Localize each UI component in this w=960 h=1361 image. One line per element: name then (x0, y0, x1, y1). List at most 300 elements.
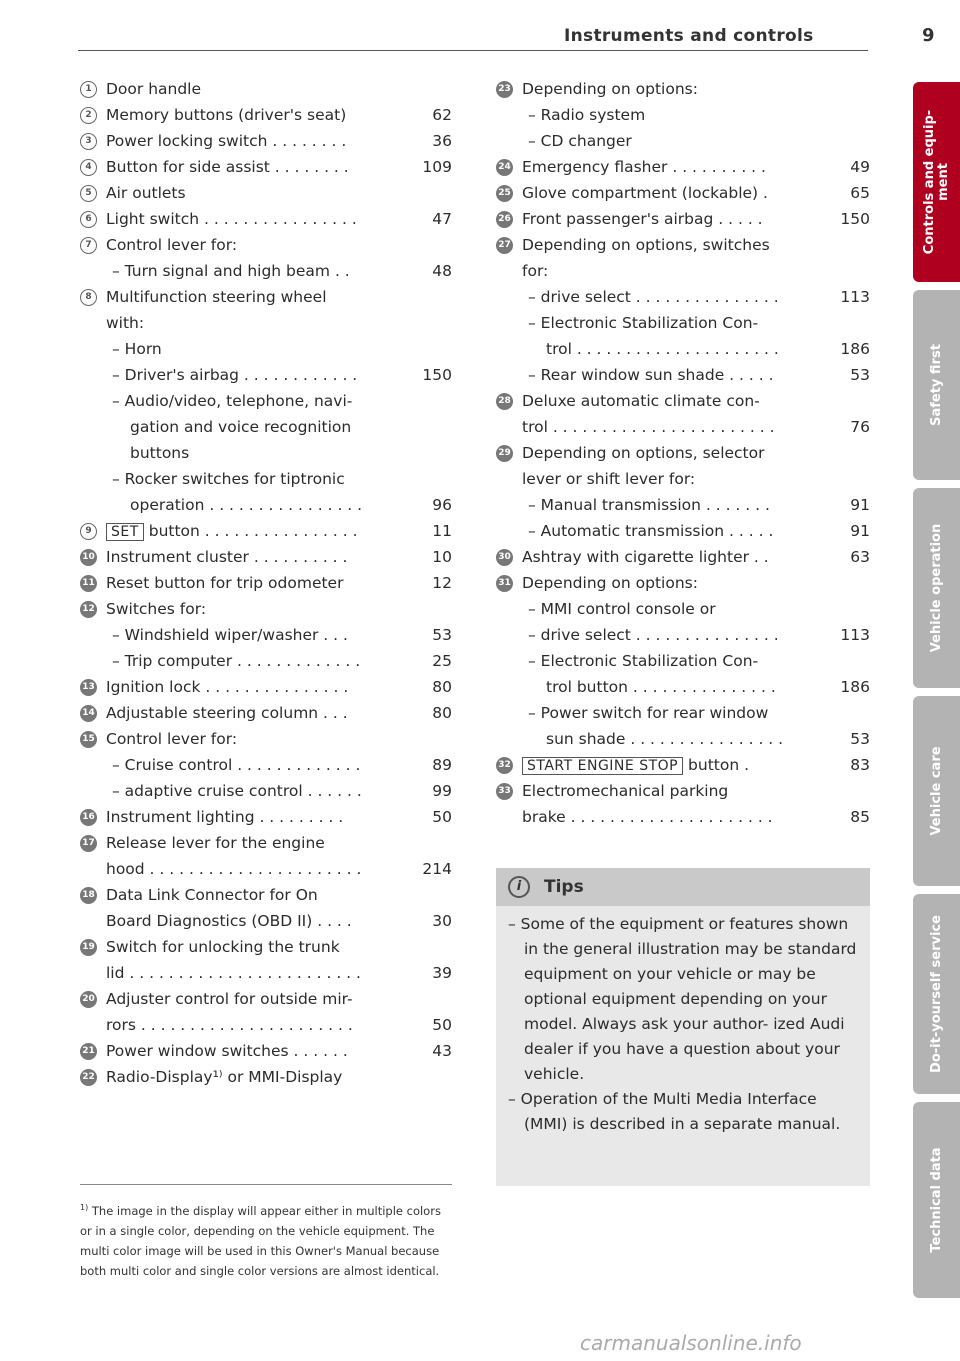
item-text: – Rear window sun shade . . . . . (528, 366, 774, 384)
item-number: 25 (496, 185, 513, 202)
tip-item: – Operation of the Multi Media Interface (MMI) is described in a separate manual. (508, 1090, 841, 1133)
legend-item (80, 986, 452, 1012)
item-page-ref: 10 (432, 548, 452, 566)
item-page-ref: 43 (432, 1042, 452, 1060)
legend-item (80, 362, 452, 388)
item-number: 8 (80, 289, 97, 306)
item-page-ref: 47 (432, 210, 452, 228)
item-page-ref: 96 (432, 496, 452, 514)
item-label (522, 258, 820, 284)
item-label (106, 76, 402, 102)
legend-item (80, 648, 452, 674)
item-number-icon (80, 804, 106, 830)
item-label (112, 752, 402, 778)
item-label (106, 518, 402, 544)
item-text: – Manual transmission . . . . . . . (528, 496, 770, 514)
legend-item (496, 154, 870, 180)
sidebar-tab-technical[interactable] (913, 1102, 960, 1298)
item-page-ref: 85 (850, 808, 870, 826)
item-label (106, 804, 402, 830)
item-label (546, 336, 820, 362)
item-label (112, 622, 402, 648)
item-text: – Windshield wiper/washer . . . (112, 626, 348, 644)
item-number-icon (80, 544, 106, 570)
sidebar-tab-label: Controls and equip- ment (921, 109, 951, 255)
item-label (112, 362, 402, 388)
legend-item (496, 700, 870, 726)
item-number-icon (80, 986, 106, 1012)
legend-item (496, 648, 870, 674)
item-number-icon (80, 830, 106, 856)
item-text: Switch for unlocking the trunk (106, 938, 340, 956)
item-label (522, 570, 820, 596)
item-label (528, 310, 820, 336)
item-number-icon (80, 518, 106, 544)
legend-item (496, 284, 870, 310)
legend-item (496, 596, 870, 622)
item-number: 3 (80, 133, 97, 150)
footnote (80, 1198, 450, 1281)
item-text: – Cruise control . . . . . . . . . . . . . (112, 756, 361, 774)
item-number-icon (496, 180, 522, 206)
item-text: trol . . . . . . . . . . . . . . . . . . . . . (546, 340, 779, 358)
legend-item (80, 960, 452, 986)
item-number: 7 (80, 237, 97, 254)
item-text: Instrument cluster . . . . . . . . . . (106, 548, 348, 566)
item-page-ref: 214 (422, 860, 452, 878)
item-number-icon (80, 232, 106, 258)
legend-item (80, 440, 452, 466)
item-label (130, 414, 402, 440)
legend-item (80, 778, 452, 804)
item-number: 28 (496, 393, 513, 410)
item-page-ref: 113 (840, 626, 870, 644)
item-text: trol . . . . . . . . . . . . . . . . . . . . . . . (522, 418, 775, 436)
item-number-icon (496, 570, 522, 596)
legend-item (496, 674, 870, 700)
item-text: – Rocker switches for tiptronic (112, 470, 345, 488)
legend-item (80, 804, 452, 830)
item-label (106, 284, 402, 310)
item-text: – MMI control console or (528, 600, 716, 618)
item-label (522, 388, 820, 414)
item-label (522, 206, 820, 232)
item-text: Control lever for: (106, 730, 238, 748)
legend-item (80, 206, 452, 232)
section-title: Instruments and controls (564, 26, 814, 46)
legend-item (80, 180, 452, 206)
item-number: 16 (80, 809, 97, 826)
item-label (528, 700, 820, 726)
item-number-icon (80, 154, 106, 180)
legend-item (80, 414, 452, 440)
legend-item (80, 570, 452, 596)
item-number-icon (80, 934, 106, 960)
item-label (106, 934, 402, 960)
item-text: Adjustable steering column . . . (106, 704, 348, 722)
item-number: 23 (496, 81, 513, 98)
item-number: 19 (80, 939, 97, 956)
legend-item (80, 128, 452, 154)
legend-item (496, 76, 870, 102)
item-number-icon (80, 1064, 106, 1090)
footnote-rule (80, 1184, 452, 1185)
item-text: – drive select . . . . . . . . . . . . . . . (528, 626, 779, 644)
item-label (112, 258, 402, 284)
item-text: buttons (130, 444, 190, 462)
item-text: Switches for: (106, 600, 207, 618)
sidebar-tab-label: Vehicle operation (928, 523, 944, 653)
item-page-ref: 99 (432, 782, 452, 800)
item-number-icon (80, 1038, 106, 1064)
item-text: operation . . . . . . . . . . . . . . . . (130, 496, 363, 514)
footnote-text: The image in the display will appear either in multiple colors or in a single color, depending on the vehicle equipment. The multi color image will be used in this Owner's Manual because both multi color and single color versions are almost identical. (80, 1203, 441, 1278)
item-label (112, 778, 402, 804)
item-text: Front passenger's airbag . . . . . (522, 210, 763, 228)
item-label (106, 830, 402, 856)
legend-item (80, 1064, 452, 1090)
item-page-ref: 91 (850, 496, 870, 514)
item-page-ref: 53 (850, 366, 870, 384)
item-text: – CD changer (528, 132, 632, 150)
legend-item (496, 466, 870, 492)
item-text: – adaptive cruise control . . . . . . (112, 782, 362, 800)
legend-item (496, 180, 870, 206)
item-label (106, 310, 402, 336)
sidebar-tab-safety[interactable] (913, 290, 960, 480)
item-label (106, 232, 402, 258)
item-number: 24 (496, 159, 513, 176)
item-number-icon (496, 752, 522, 778)
item-text: – drive select . . . . . . . . . . . . . . . (528, 288, 779, 306)
legend-item (80, 466, 452, 492)
legend-item (80, 1038, 452, 1064)
item-number: 22 (80, 1069, 97, 1086)
item-label (522, 778, 820, 804)
legend-item (496, 206, 870, 232)
item-text: with: (106, 314, 145, 332)
item-page-ref: 150 (840, 210, 870, 228)
legend-item (496, 570, 870, 596)
legend-item (496, 414, 870, 440)
item-number-icon (496, 154, 522, 180)
legend-list-right (496, 76, 870, 830)
item-label (106, 908, 402, 934)
item-text: Door handle (106, 80, 202, 98)
item-text: – Power switch for rear window (528, 704, 769, 722)
item-page-ref: 65 (850, 184, 870, 202)
item-page-ref: 30 (432, 912, 452, 930)
item-number-icon (496, 544, 522, 570)
sidebar-tab-controls[interactable] (913, 82, 960, 282)
legend-item (80, 830, 452, 856)
item-label (106, 570, 402, 596)
item-page-ref: 89 (432, 756, 452, 774)
legend-item (496, 726, 870, 752)
legend-item (80, 492, 452, 518)
legend-item (80, 882, 452, 908)
item-text: – Audio/video, telephone, navi- (112, 392, 353, 410)
sidebar-tab-care[interactable] (913, 696, 960, 886)
item-page-ref: 25 (432, 652, 452, 670)
item-page-ref: 48 (432, 262, 452, 280)
item-page-ref: 91 (850, 522, 870, 540)
item-page-ref: 50 (432, 1016, 452, 1034)
item-number-icon (496, 440, 522, 466)
item-label (106, 1012, 402, 1038)
item-text: Button for side assist . . . . . . . . (106, 158, 349, 176)
item-text: Depending on options: (522, 80, 698, 98)
item-page-ref: 62 (432, 106, 452, 124)
item-text: Deluxe automatic climate con- (522, 392, 760, 410)
legend-item (80, 258, 452, 284)
watermark: carmanualsonline.info (580, 1331, 802, 1355)
legend-item (496, 128, 870, 154)
legend-item (496, 622, 870, 648)
item-page-ref: 53 (432, 626, 452, 644)
item-label (106, 206, 402, 232)
item-text: hood . . . . . . . . . . . . . . . . . . . . . . (106, 860, 362, 878)
item-label (522, 180, 820, 206)
item-page-ref: 11 (432, 522, 452, 540)
item-number: 18 (80, 887, 97, 904)
item-text: gation and voice recognition (130, 418, 352, 436)
legend-item (80, 310, 452, 336)
item-text: – Horn (112, 340, 162, 358)
item-label (130, 440, 402, 466)
item-page-ref: 109 (422, 158, 452, 176)
footnote-mark: 1) (80, 1203, 89, 1212)
item-number: 1 (80, 81, 97, 98)
item-label (528, 518, 820, 544)
item-number-icon (80, 674, 106, 700)
item-page-ref: 53 (850, 730, 870, 748)
info-icon: i (508, 876, 530, 898)
item-text: trol button . . . . . . . . . . . . . . . (546, 678, 776, 696)
item-text: Depending on options, selector (522, 444, 765, 462)
item-text: Electromechanical parking (522, 782, 729, 800)
item-label (546, 674, 820, 700)
item-text: – Radio system (528, 106, 646, 124)
item-page-ref: 83 (850, 756, 870, 774)
item-text: Data Link Connector for On (106, 886, 318, 904)
item-label (106, 960, 402, 986)
legend-item (80, 1012, 452, 1038)
item-page-ref: 63 (850, 548, 870, 566)
legend-item (496, 492, 870, 518)
button-key-label: START ENGINE STOP (522, 757, 683, 775)
legend-item (80, 700, 452, 726)
item-number: 27 (496, 237, 513, 254)
sidebar-tab-label: Vehicle care (928, 746, 944, 836)
header-rule (78, 50, 868, 51)
item-label (106, 128, 402, 154)
legend-item (80, 856, 452, 882)
item-label (112, 336, 402, 362)
item-label (106, 1038, 402, 1064)
legend-item (496, 102, 870, 128)
item-number: 5 (80, 185, 97, 202)
item-text: Multifunction steering wheel (106, 288, 327, 306)
legend-item (496, 752, 870, 778)
legend-item (80, 596, 452, 622)
sidebar-tab-label: Do-it-yourself service (928, 915, 944, 1073)
item-label (522, 440, 820, 466)
item-number: 2 (80, 107, 97, 124)
item-label (522, 232, 820, 258)
item-number-icon (80, 570, 106, 596)
item-label (522, 804, 820, 830)
item-text: button . (688, 756, 750, 774)
legend-list-left (80, 76, 452, 1090)
item-number: 17 (80, 835, 97, 852)
item-text: button . . . . . . . . . . . . . . . . (148, 522, 358, 540)
item-number-icon (80, 726, 106, 752)
item-number: 29 (496, 445, 513, 462)
item-text: Depending on options: (522, 574, 698, 592)
item-text: lid . . . . . . . . . . . . . . . . . . . . . . . . (106, 964, 361, 982)
tips-box (496, 868, 870, 1186)
item-label (112, 466, 402, 492)
item-number: 33 (496, 783, 513, 800)
sidebar-tab-label: Technical data (928, 1147, 944, 1253)
item-text: Ashtray with cigarette lighter . . (522, 548, 769, 566)
item-label (106, 986, 402, 1012)
item-number-icon (496, 206, 522, 232)
item-label (522, 76, 820, 102)
item-label (106, 154, 402, 180)
sidebar-tab-operation[interactable] (913, 488, 960, 688)
legend-item (80, 388, 452, 414)
item-number: 21 (80, 1043, 97, 1060)
item-text: Glove compartment (lockable) . (522, 184, 768, 202)
item-text: brake . . . . . . . . . . . . . . . . . . . . . (522, 808, 773, 826)
item-label (528, 492, 820, 518)
item-label (546, 726, 820, 752)
item-number: 10 (80, 549, 97, 566)
item-text: – Electronic Stabilization Con- (528, 652, 759, 670)
legend-item (496, 258, 870, 284)
legend-item (496, 388, 870, 414)
item-text: Power locking switch . . . . . . . . (106, 132, 347, 150)
item-text: – Trip computer . . . . . . . . . . . . . (112, 652, 361, 670)
item-text: Ignition lock . . . . . . . . . . . . . . . (106, 678, 349, 696)
item-page-ref: 50 (432, 808, 452, 826)
tips-header (496, 868, 870, 906)
button-key-label: SET (106, 523, 144, 541)
item-label (106, 882, 402, 908)
item-number: 20 (80, 991, 97, 1008)
item-number: 12 (80, 601, 97, 618)
item-text: Emergency flasher . . . . . . . . . . (522, 158, 766, 176)
item-text: Memory buttons (driver's seat) (106, 106, 347, 124)
item-label (528, 648, 820, 674)
item-text: Adjuster control for outside mir- (106, 990, 353, 1008)
legend-item (80, 76, 452, 102)
item-text: Instrument lighting . . . . . . . . . (106, 808, 344, 826)
legend-item (80, 232, 452, 258)
item-number: 30 (496, 549, 513, 566)
item-number-icon (80, 284, 106, 310)
item-page-ref: 12 (432, 574, 452, 592)
item-label (106, 180, 402, 206)
legend-item (80, 284, 452, 310)
legend-item (496, 778, 870, 804)
item-text: Radio-Display¹⁾ or MMI-Display (106, 1068, 343, 1086)
item-page-ref: 39 (432, 964, 452, 982)
item-number-icon (80, 128, 106, 154)
item-label (106, 1064, 402, 1090)
item-label (106, 544, 402, 570)
item-number-icon (496, 778, 522, 804)
legend-item (80, 908, 452, 934)
legend-item (496, 336, 870, 362)
item-text: Depending on options, switches (522, 236, 770, 254)
legend-item (496, 310, 870, 336)
item-number: 6 (80, 211, 97, 228)
legend-item (80, 726, 452, 752)
item-text: Board Diagnostics (OBD II) . . . . (106, 912, 352, 930)
item-page-ref: 36 (432, 132, 452, 150)
item-text: sun shade . . . . . . . . . . . . . . . . (546, 730, 784, 748)
page-number: 9 (922, 25, 935, 46)
item-page-ref: 186 (840, 678, 870, 696)
item-number-icon (80, 700, 106, 726)
item-number-icon (80, 180, 106, 206)
legend-item (496, 804, 870, 830)
item-text: Reset button for trip odometer (106, 574, 344, 592)
legend-item (80, 934, 452, 960)
item-label (522, 466, 820, 492)
legend-item (496, 232, 870, 258)
item-label (112, 648, 402, 674)
item-label (130, 492, 402, 518)
legend-item (80, 622, 452, 648)
legend-item (496, 440, 870, 466)
item-text: rors . . . . . . . . . . . . . . . . . . . . . . (106, 1016, 353, 1034)
item-number: 14 (80, 705, 97, 722)
item-page-ref: 150 (422, 366, 452, 384)
item-text: Control lever for: (106, 236, 238, 254)
item-page-ref: 113 (840, 288, 870, 306)
item-number: 26 (496, 211, 513, 228)
sidebar-tab-label: Safety first (928, 344, 944, 426)
item-number-icon (80, 102, 106, 128)
item-number-icon (80, 76, 106, 102)
legend-item (80, 518, 452, 544)
item-text: – Turn signal and high beam . . (112, 262, 350, 280)
item-label (522, 544, 820, 570)
legend-item (80, 674, 452, 700)
item-label (522, 414, 820, 440)
item-label (112, 388, 402, 414)
item-number-icon (496, 388, 522, 414)
item-text: for: (522, 262, 549, 280)
item-text: – Driver's airbag . . . . . . . . . . . . (112, 366, 358, 384)
item-label (106, 102, 402, 128)
sidebar-tab-diy[interactable] (913, 894, 960, 1094)
item-label (528, 102, 820, 128)
item-number: 32 (496, 757, 513, 774)
item-number-icon (80, 882, 106, 908)
item-text: Light switch . . . . . . . . . . . . . . . . (106, 210, 357, 228)
item-text: – Automatic transmission . . . . . (528, 522, 774, 540)
item-label (106, 726, 402, 752)
item-number-icon (80, 596, 106, 622)
item-page-ref: 186 (840, 340, 870, 358)
item-text: – Electronic Stabilization Con- (528, 314, 759, 332)
legend-item (80, 336, 452, 362)
